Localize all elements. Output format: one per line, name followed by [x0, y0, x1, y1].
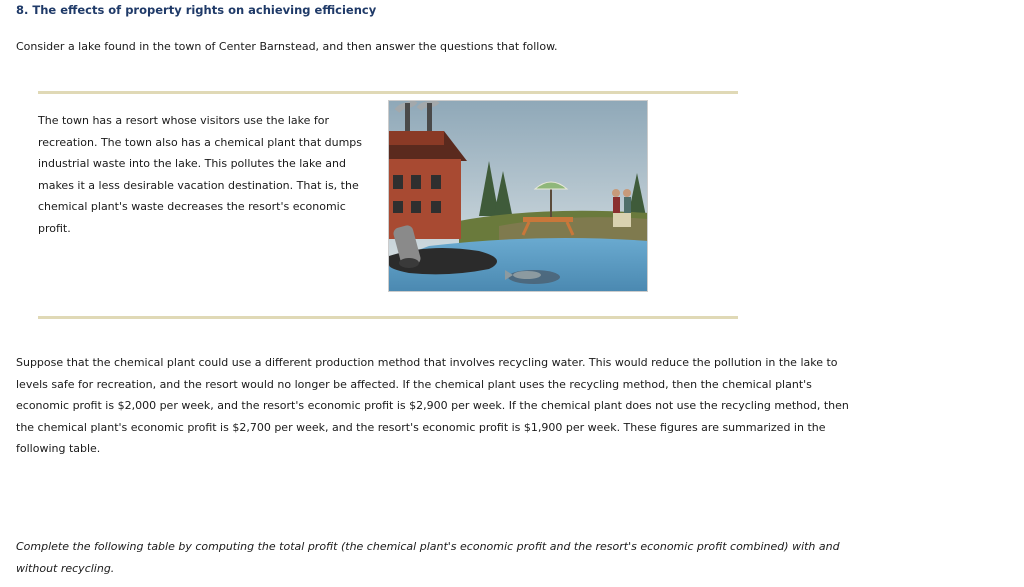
recycling-paragraph: Suppose that the chemical plant could use a different production method that involves recycling water. This would reduce the pollution in the lake to levels safe for recreation, and the resort would no longer be affected. If the chemical plant uses the recycling method, then the chemical plant's economic profit is $2,000 per week, and the resort's economic profit is $2,900 per week. If the chemical plant does not use the recycling method, then the chemical plant's economic profit is $2,700 per week, and the resort's economic profit is $1,900 per week. These figures are summarized in the following table.: [16, 356, 849, 456]
table-instruction: Complete the following table by computing the total profit (the chemical plant's economic profit and the resort's economic profit combined) with and without recycling.: [16, 540, 840, 575]
question-title: 8. The effects of property rights on achieving efficiency: [16, 3, 377, 17]
lake-pollution-illustration: [388, 100, 648, 292]
bottom-divider: [38, 316, 738, 319]
top-divider: [38, 91, 738, 94]
scenario-text: The town has a resort whose visitors use the lake for recreation. The town also has a chemical plant that dumps industrial waste into the lake. This pollutes the lake and makes it a less desirable vacation destination. That is, the chemical plant's waste decreases the resort's economic profit.: [38, 114, 363, 235]
intro-text: Consider a lake found in the town of Center Barnstead, and then answer the questions that follow.: [16, 40, 558, 53]
